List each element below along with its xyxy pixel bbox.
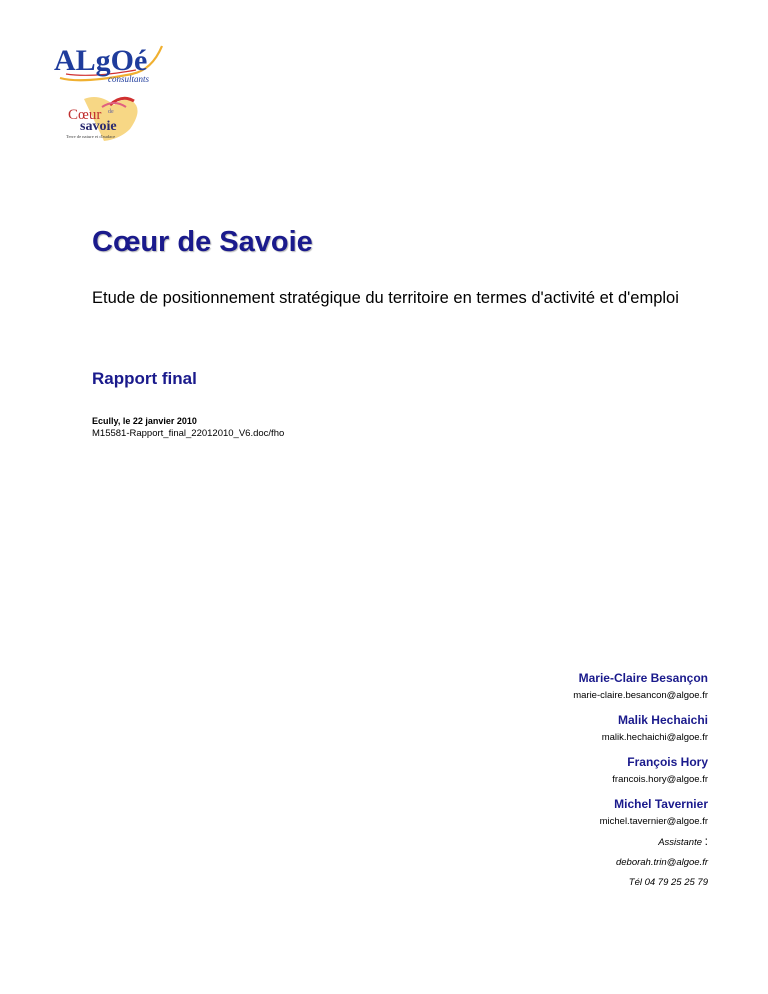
- contact-entry: [408, 796, 708, 829]
- contact-email: malik.hechaichi@algoe.fr: [601, 732, 708, 743]
- document-title: Cœur de Savoie: [92, 226, 313, 258]
- assistant-email: deborah.trin@algoe.fr: [615, 857, 708, 868]
- document-subtitle: Etude de positionnement stratégique du territoire en termes d'activité et d'emploi: [92, 289, 679, 307]
- algoe-logo-text: ALgOé: [54, 44, 148, 77]
- contact-name: François Hory: [627, 755, 708, 769]
- assistant-label-row: [408, 834, 708, 850]
- contact-email: francois.hory@algoe.fr: [612, 774, 708, 785]
- algoe-logo-tagline: consultants: [108, 74, 150, 84]
- assistant-label: Assistante: [658, 837, 703, 848]
- coeur-de-savoie-logo: [64, 95, 156, 143]
- contact-entry: [408, 670, 708, 703]
- contact-email: marie-claire.besancon@algoe.fr: [573, 690, 708, 701]
- contact-name: Marie-Claire Besançon: [578, 671, 708, 685]
- coeur-logo-line1: Cœur: [68, 107, 102, 123]
- report-type: Rapport final: [92, 369, 197, 388]
- coeur-logo-tagline: Terre de nature et d'audace: [66, 134, 116, 139]
- assistant-colon: :: [704, 834, 708, 848]
- contact-entry: [408, 712, 708, 745]
- algoe-logo: [52, 38, 164, 84]
- document-reference: M15581-Rapport_final_22012010_V6.doc/fho: [92, 428, 285, 439]
- contact-name: Malik Hechaichi: [617, 713, 708, 727]
- contact-name: Michel Tavernier: [614, 797, 708, 811]
- assistant-phone: Tél 04 79 25 25 79: [628, 877, 708, 888]
- contacts-block: [408, 670, 708, 838]
- place-date: Ecully, le 22 janvier 2010: [92, 416, 197, 426]
- coeur-logo-line2: savoie: [80, 119, 117, 134]
- contact-entry: [408, 754, 708, 787]
- assistant-block: [408, 834, 708, 896]
- coeur-logo-small: de: [108, 109, 114, 115]
- contact-email: michel.tavernier@algoe.fr: [599, 816, 708, 827]
